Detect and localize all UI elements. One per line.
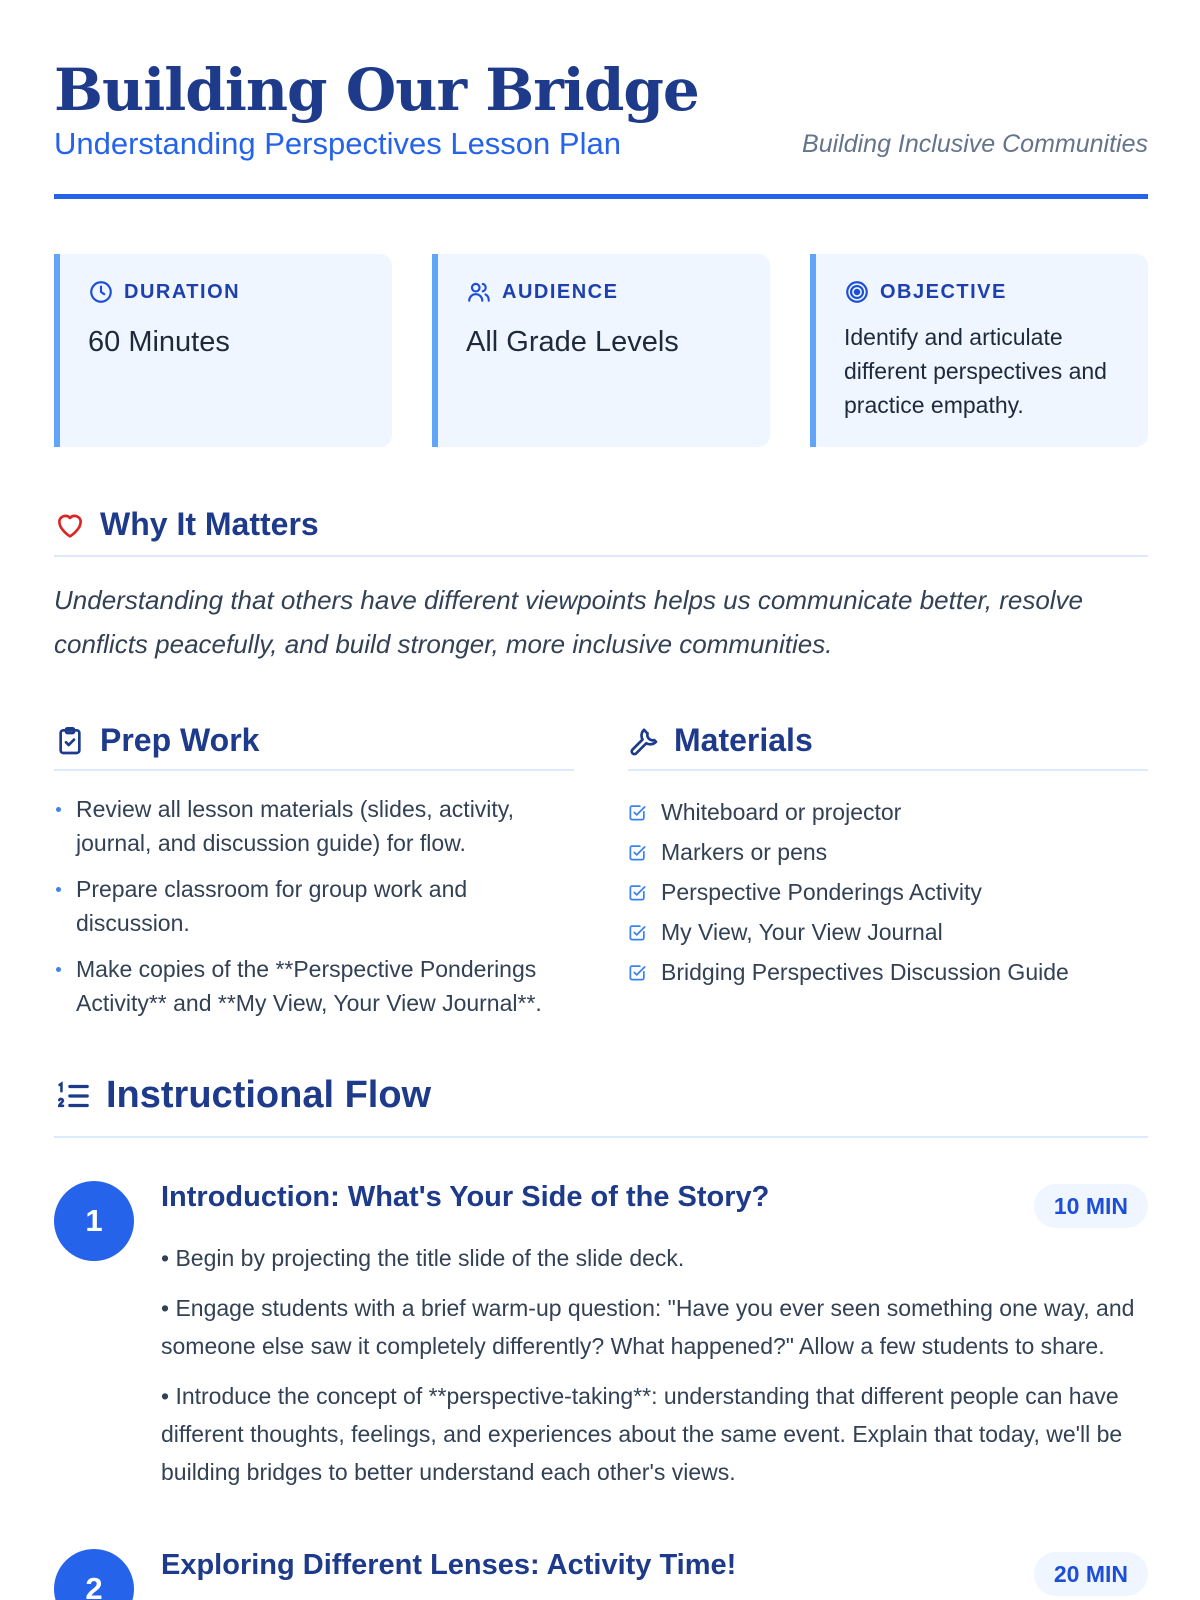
duration-card-header [88, 278, 392, 306]
checkbox-checked-icon [628, 923, 647, 942]
page-subtitle: Understanding Perspectives Lesson Plan [54, 126, 621, 161]
wrench-icon [628, 725, 660, 757]
checkbox-checked-icon [628, 883, 647, 902]
materials-section-divider [628, 769, 1148, 771]
prep-section-divider [54, 769, 574, 771]
numbered-list-icon [54, 1077, 92, 1115]
why-section-divider [54, 555, 1148, 557]
why-section-text: Understanding that others have different viewpoints helps us communicate better, resolve conflicts peacefully, and build stronger, more inclusive communities. [54, 585, 1084, 659]
target-icon [844, 279, 870, 305]
page-tagline: Building Inclusive Communities [802, 130, 1148, 158]
flow-section-divider [54, 1136, 1148, 1138]
step-duration-badge: 10 MIN [1034, 1184, 1148, 1228]
materials-list-item [628, 792, 1148, 832]
step-paragraph: • Introduce the concept of **perspective-taking**: understanding that different people can have different thoughts, feelings, and experiences about the same event. Explain that today, we'll be building bridges to better understand each other's views. [161, 1383, 1123, 1485]
materials-list-item [628, 912, 1148, 952]
objective-card-header [844, 278, 1148, 306]
clipboard-check-icon [54, 725, 86, 757]
prep-list [54, 792, 574, 1032]
audience-value: All Grade Levels [466, 326, 679, 358]
flow-section-header [54, 1074, 431, 1117]
users-icon [466, 279, 492, 305]
step-paragraph: • Begin by projecting the title slide of the slide deck. [161, 1245, 685, 1271]
page-title: Building Our Bridge [54, 56, 699, 124]
step-number-badge: 1 [54, 1181, 134, 1261]
materials-item-label: Perspective Ponderings Activity [661, 878, 982, 905]
materials-item-label: My View, Your View Journal [661, 918, 943, 945]
heart-icon [54, 509, 86, 541]
prep-section-header [54, 722, 259, 759]
materials-section-title: Materials [674, 722, 813, 758]
objective-card [810, 254, 1148, 447]
prep-list-item: Make copies of the **Perspective Ponderings Activity** and **My View, Your View Journal**. [54, 952, 574, 1020]
prep-section-title: Prep Work [100, 722, 260, 758]
step-body [161, 1239, 1148, 1503]
materials-item-label: Bridging Perspectives Discussion Guide [661, 958, 1069, 985]
prep-list-item: Review all lesson materials (slides, activity, journal, and discussion guide) for flow. [54, 792, 574, 860]
duration-value: 60 Minutes [88, 326, 230, 358]
duration-label: DURATION [124, 280, 241, 303]
why-section-title: Why It Matters [100, 506, 319, 542]
checkbox-checked-icon [628, 803, 647, 822]
prep-list-item: Prepare classroom for group work and discussion. [54, 872, 574, 940]
step-paragraph: • Engage students with a brief warm-up question: "Have you ever seen something one way, and someone else saw it completely differently? What happened?" Allow a few students to share. [161, 1295, 1135, 1359]
objective-label: OBJECTIVE [880, 280, 1007, 303]
checkbox-checked-icon [628, 843, 647, 862]
materials-item-label: Markers or pens [661, 838, 828, 865]
materials-section-header [628, 722, 813, 759]
header-divider [54, 194, 1148, 199]
step-number-badge: 2 [54, 1549, 134, 1600]
duration-card [54, 254, 392, 447]
materials-list [628, 792, 1148, 992]
checkbox-checked-icon [628, 963, 647, 982]
step-duration-badge: 20 MIN [1034, 1552, 1148, 1596]
materials-item-label: Whiteboard or projector [661, 798, 902, 825]
audience-card-header [466, 278, 770, 306]
step-title: Introduction: What's Your Side of the Story? [161, 1181, 770, 1213]
materials-list-item [628, 952, 1148, 992]
step-title: Exploring Different Lenses: Activity Time! [161, 1549, 737, 1581]
why-section-header [54, 506, 319, 543]
flow-section-title: Instructional Flow [106, 1074, 432, 1116]
info-cards [54, 254, 1148, 447]
audience-label: AUDIENCE [502, 280, 619, 303]
page-header [54, 52, 1148, 200]
audience-card [432, 254, 770, 447]
clock-icon [88, 279, 114, 305]
objective-value: Identify and articulate different perspectives and practice empathy. [844, 324, 1107, 418]
materials-list-item [628, 832, 1148, 872]
materials-list-item [628, 872, 1148, 912]
